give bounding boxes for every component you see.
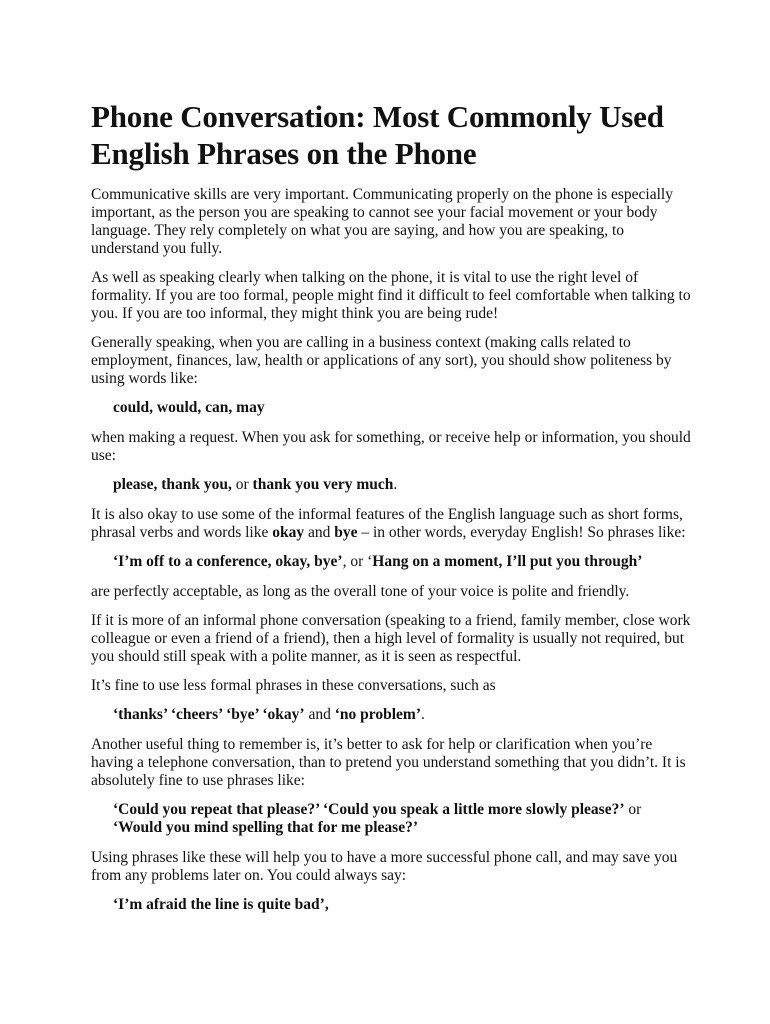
informal-okay: okay	[272, 524, 305, 541]
example-line-bad	[113, 896, 691, 914]
document-page	[91, 98, 691, 926]
paragraph-business-context: Generally speaking, when you are calling in a business context (making calls related to employment, finances, law, health or applications of any sort), you should show politeness by using words like:	[91, 334, 672, 387]
informal-phrase-connector: , or ‘	[342, 553, 373, 570]
polite-words-bold: could, would, can, may	[113, 399, 265, 416]
informal-text-3: – in other words, everyday English! So phrases like:	[357, 524, 686, 541]
thanks-connector: or	[231, 476, 253, 493]
example-thanks-phrases	[113, 476, 691, 494]
clarification-phrase-1: ‘Could you repeat that please?’ ‘Could you speak a little more slowly please?’	[113, 801, 625, 818]
informal-phrase-1: ‘I’m off to a conference, okay, bye’	[113, 553, 343, 570]
paragraph-formality: As well as speaking clearly when talking on the phone, it is vital to use the right level of formality. If you are too formal, people might find it difficult to feel comfortable when talking to you. If you are too informal, they might think you are being rude!	[91, 269, 691, 322]
paragraph-clarification: Another useful thing to remember is, it’s better to ask for help or clarification when you’re having a telephone conversation, than to pretend you understand something that you didn’t. It is absolutely fine to use phrases like:	[91, 736, 686, 789]
thanks-phrase-1: please, thank you,	[113, 476, 232, 493]
clarification-connector: or	[624, 801, 642, 818]
example-less-formal-phrases	[113, 706, 691, 724]
paragraph-making-request: when making a request. When you ask for something, or receive help or information, you should use:	[91, 429, 691, 464]
less-formal-connector: and	[304, 706, 335, 723]
paragraph-less-formal: It’s fine to use less formal phrases in these conversations, such as	[91, 677, 496, 694]
example-informal-phrases	[113, 553, 691, 571]
line-bad-bold: ‘I’m afraid the line is quite bad’,	[113, 896, 329, 913]
example-polite-words	[113, 399, 691, 417]
less-formal-period: .	[420, 706, 425, 723]
informal-phrase-2: Hang on a moment, I’ll put you through’	[372, 553, 643, 570]
thanks-phrase-2: thank you very much	[252, 476, 394, 493]
clarification-phrase-2: ‘Would you mind spelling that for me please?’	[113, 819, 419, 836]
less-formal-phrases-bold: ‘thanks’ ‘cheers’ ‘bye’ ‘okay’	[113, 706, 305, 723]
no-problem-bold: ‘no problem’	[334, 706, 421, 723]
thanks-period: .	[393, 476, 398, 493]
paragraph-informal-conversation: If it is more of an informal phone conversation (speaking to a friend, family member, close work colleague or even a friend of a friend), then a high level of formality is usually not required, but you should still speak with a polite manner, as it is seen as respectful.	[91, 612, 691, 665]
informal-text-2: and	[304, 524, 335, 541]
paragraph-successful-call: Using phrases like these will help you to have a more successful phone call, and may save you from any problems later on. You could always say:	[91, 849, 678, 884]
paragraph-informal-features	[91, 506, 691, 542]
paragraph-acceptable: are perfectly acceptable, as long as the overall tone of your voice is polite and friendly.	[91, 583, 630, 600]
paragraph-communicative-skills: Communicative skills are very important. Communicating properly on the phone is especially important, as the person you are speaking to cannot see your facial movement or your body language. They rely completely on what you are saying, and how you are speaking, to understand you fully.	[91, 186, 673, 257]
example-clarification-phrases	[113, 801, 691, 837]
informal-bye: bye	[334, 524, 358, 541]
informal-text-1: It is also okay to use some of the informal features of the English language such as short forms, phrasal verbs and words like	[91, 506, 683, 541]
document-title: Phone Conversation: Most Commonly Used English Phrases on the Phone	[91, 99, 664, 171]
